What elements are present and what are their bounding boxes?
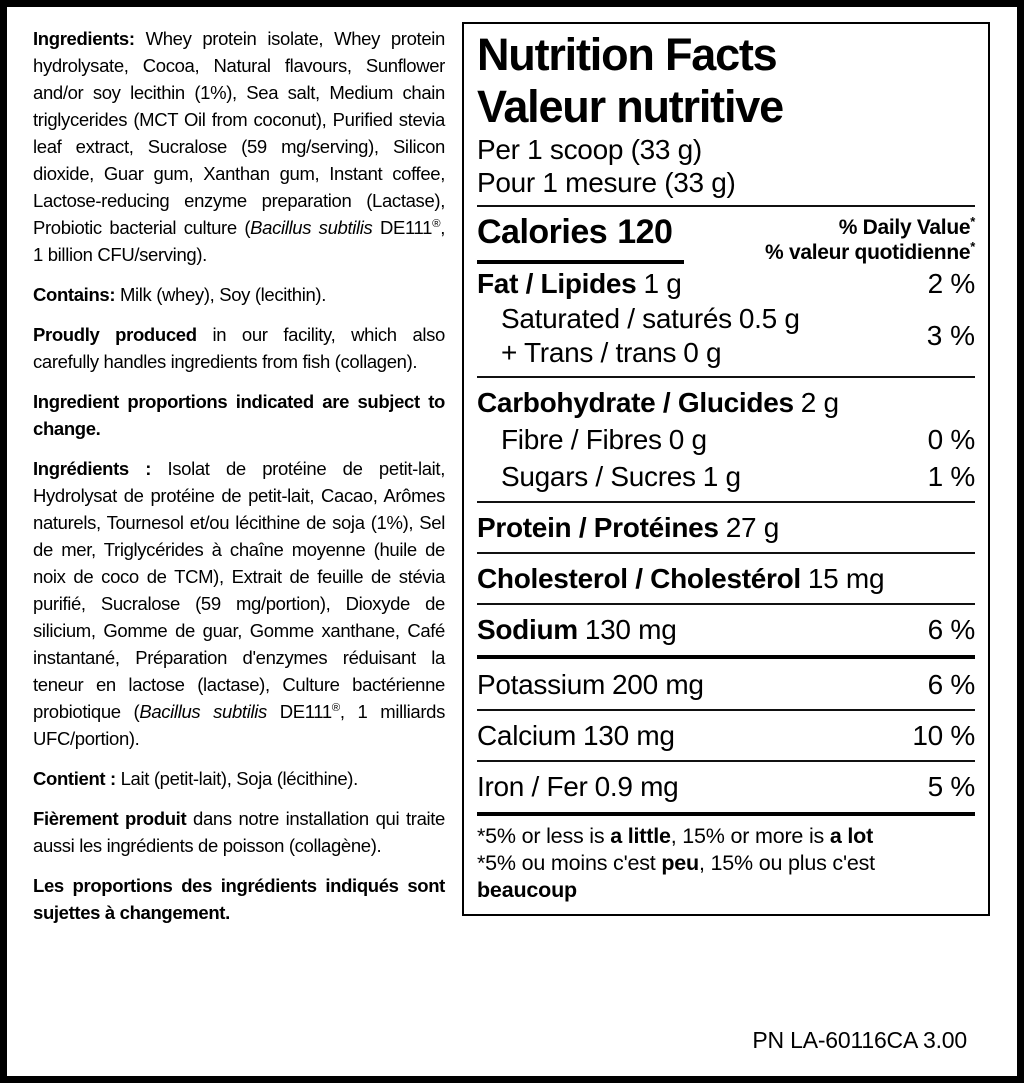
contains-paragraph-fr: Contient : Lait (petit-lait), Soja (lécithine).	[33, 768, 358, 789]
row-calcium	[477, 717, 975, 754]
row-carbohydrate	[477, 384, 975, 421]
nutrition-facts-panel	[462, 22, 990, 916]
thick-divider	[477, 812, 975, 816]
contains-paragraph-en: Contains: Milk (whey), Soy (lecithin).	[33, 284, 327, 305]
fat-label: Fat / Lipides	[477, 268, 637, 299]
iron-label: Iron / Fer	[477, 771, 588, 802]
potassium-daily-value: 6 %	[927, 669, 975, 700]
calories-row	[477, 213, 975, 265]
fibre-label: Fibre / Fibres	[501, 424, 662, 455]
proudly-produced-paragraph-en: Proudly produced in our facility, which also carefully handles ingredients from fish (collagen).	[33, 324, 445, 372]
sodium-value: 130 mg	[584, 614, 677, 645]
protein-value: 27 g	[725, 512, 779, 543]
proportions-notice-fr: Les proportions des ingrédients indiqués sont sujettes à changement.	[33, 875, 445, 923]
ingredients-paragraph-fr: Ingrédients : Isolat de protéine de petit-lait, Hydrolysat de protéine de petit-lait, Cacao, Arômes naturels, Tournesol et/ou lécithine de soja (1%), Sel de mer, Triglycérides à chaîne moyenne (huile de noix de coco de TCM), Extrait de feuille de stévia purifié, Sucralose (59 mg/portion), Dioxyde de silicium, Gomme de guar, Gomme xanthane, Café instantané, Préparation d'enzymes réduisant la teneur en lactose (lactase), Culture bactérienne probiotique (Bacillus subtilis DE111®, 1 milliards UFC/portion).	[33, 458, 446, 749]
iron-value: 0.9 mg	[594, 771, 679, 802]
row-sodium	[477, 611, 975, 648]
proportions-notice-en: Ingredient proportions indicated are subject to change.	[33, 391, 445, 439]
ingredients-column	[33, 25, 445, 926]
divider	[477, 205, 975, 207]
trans-value: 0 g	[683, 337, 722, 368]
proudly-produced-paragraph-fr: Fièrement produit dans notre installation qui traite aussi les ingrédients de poisson (collagène).	[33, 808, 445, 856]
divider	[477, 552, 975, 554]
fibre-value: 0 g	[668, 424, 707, 455]
iron-daily-value: 5 %	[927, 771, 975, 802]
sodium-daily-value: 6 %	[927, 614, 975, 645]
calcium-value: 130 mg	[583, 720, 675, 751]
daily-value-header	[765, 213, 975, 265]
footnote-en: *5% or less is a little, 15% or more is a lot	[477, 824, 874, 848]
serving-size-en: Per 1 scoop (33 g)	[477, 134, 702, 165]
potassium-value: 200 mg	[612, 669, 704, 700]
sugars-daily-value: 1 %	[927, 461, 975, 492]
sugars-label: Sugars / Sucres	[501, 461, 696, 492]
carbohydrate-label: Carbohydrate / Glucides	[477, 387, 794, 418]
row-trans	[477, 336, 800, 370]
daily-value-header-fr: % valeur quotidienne*	[765, 239, 975, 264]
row-protein	[477, 509, 975, 546]
potassium-label: Potassium	[477, 669, 606, 700]
divider	[477, 760, 975, 762]
divider	[477, 709, 975, 711]
serving-size-fr: Pour 1 mesure (33 g)	[477, 167, 736, 198]
saturated-trans-daily-value: 3 %	[926, 320, 975, 351]
row-cholesterol	[477, 560, 975, 597]
cholesterol-label: Cholesterol / Cholestérol	[477, 563, 801, 594]
cholesterol-value: 15 mg	[807, 563, 885, 594]
nft-title-fr: Valeur nutritive	[477, 81, 783, 132]
sodium-label: Sodium	[477, 614, 578, 645]
saturated-value: 0.5 g	[738, 303, 800, 334]
saturated-trans-group	[477, 302, 975, 370]
fibre-daily-value: 0 %	[927, 424, 975, 455]
row-iron	[477, 768, 975, 805]
divider	[477, 501, 975, 503]
divider	[477, 376, 975, 378]
fat-daily-value: 2 %	[927, 268, 975, 299]
row-sugars	[477, 458, 975, 495]
nft-title-en: Nutrition Facts	[477, 29, 777, 80]
ingredients-paragraph-en: Ingredients: Whey protein isolate, Whey protein hydrolysate, Cocoa, Natural flavours, Sunflower and/or soy lecithin (1%), Sea salt, Medium chain triglycerides (MCT Oil from coconut), Purified stevia leaf extract, Sucralose (59 mg/serving), Silicon dioxide, Guar gum, Xanthan gum, Instant coffee, Lactose-reducing enzyme preparation (Lactase), Probiotic bacterial culture (Bacillus subtilis DE111®, 1 billion CFU/serving).	[33, 28, 445, 265]
saturated-label: Saturated / saturés	[501, 303, 732, 334]
footnote-fr: *5% ou moins c'est peu, 15% ou plus c'est beaucoup	[477, 851, 875, 902]
part-number: PN LA-60116CA 3.00	[752, 1027, 967, 1053]
calories-label: Calories	[477, 213, 608, 251]
calories-value: 120	[617, 213, 673, 251]
divider	[477, 603, 975, 605]
fat-value: 1 g	[643, 268, 682, 299]
row-fat	[477, 265, 975, 302]
trans-label: + Trans / trans	[501, 337, 677, 368]
daily-value-header-en: % Daily Value*	[838, 214, 975, 239]
row-fibre	[477, 421, 975, 458]
row-saturated	[477, 302, 800, 336]
daily-value-footnotes	[477, 823, 975, 904]
row-potassium	[477, 666, 975, 703]
protein-label: Protein / Protéines	[477, 512, 719, 543]
carbohydrate-value: 2 g	[800, 387, 839, 418]
calcium-daily-value: 10 %	[912, 720, 975, 751]
sugars-value: 1 g	[702, 461, 741, 492]
thick-divider	[477, 655, 975, 659]
calcium-label: Calcium	[477, 720, 577, 751]
calories-label-group	[477, 213, 684, 264]
